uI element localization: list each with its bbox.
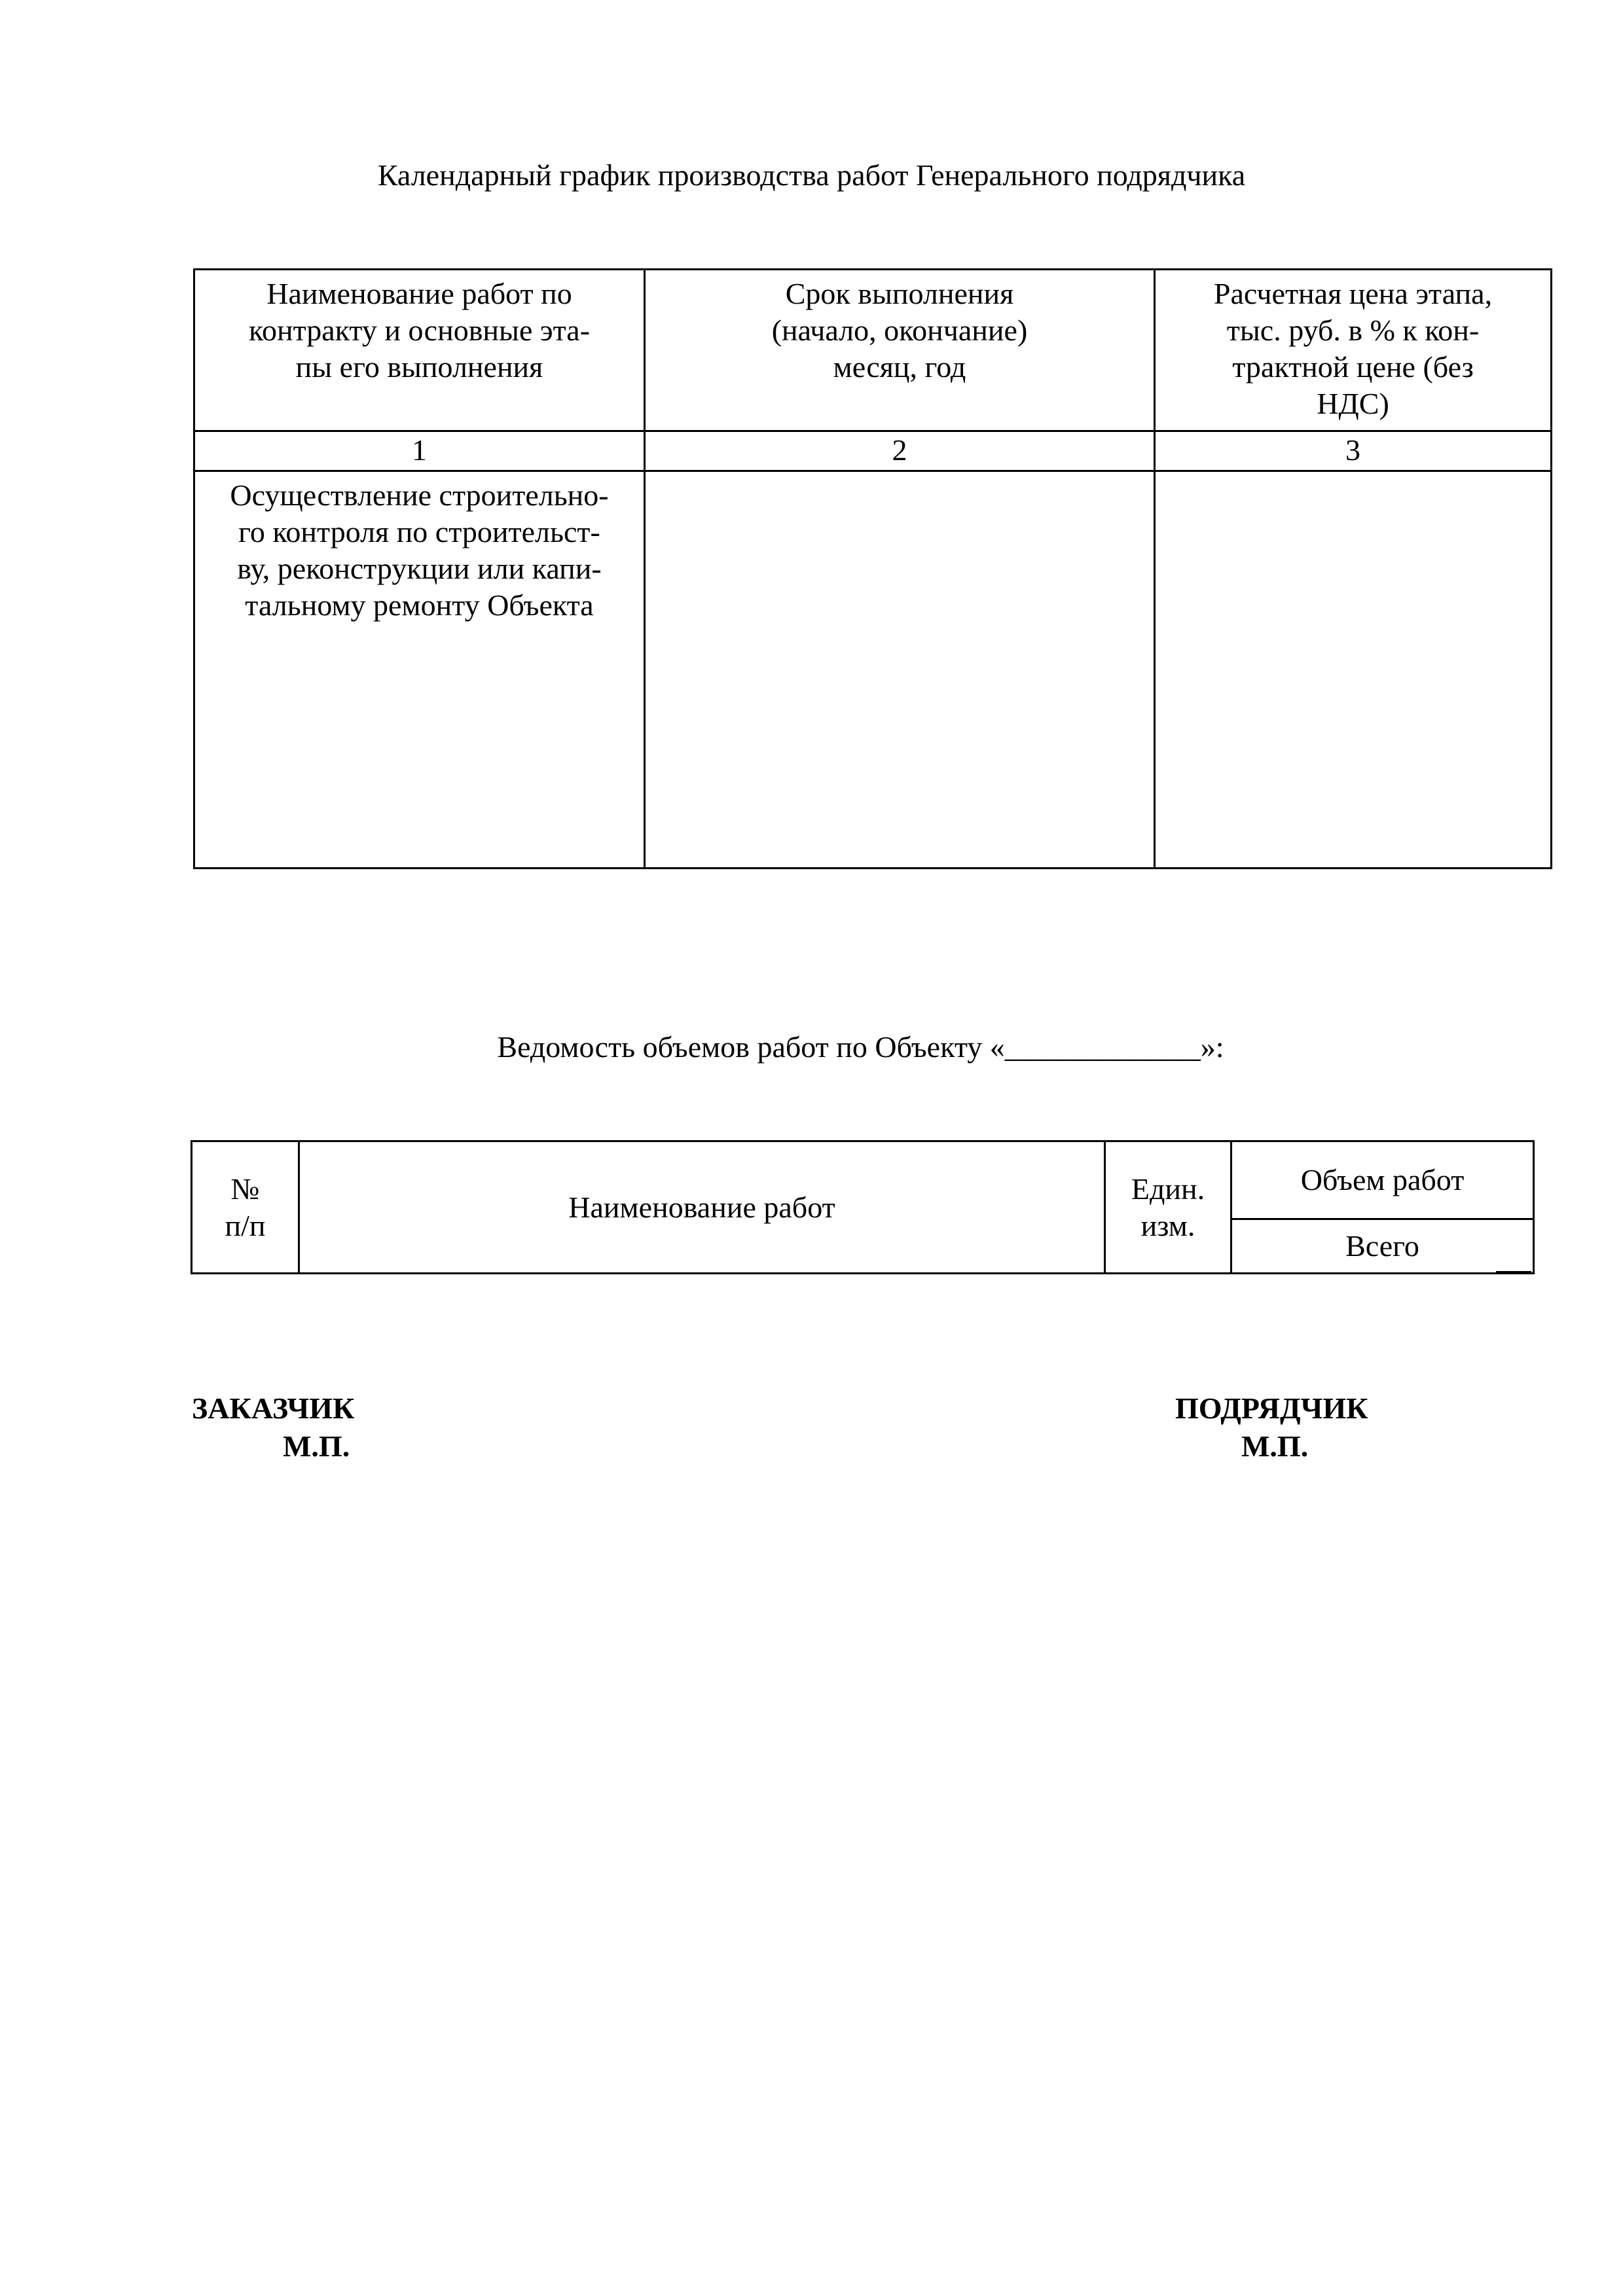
header-work-name-line: Наименование работ по — [266, 277, 572, 310]
header-work-name-line: контракту и основные эта- — [248, 314, 591, 347]
header-price-line: НДС) — [1317, 387, 1389, 420]
column-number-row — [194, 431, 1552, 471]
customer-stamp-label: М.П. — [283, 1429, 350, 1463]
volumes-header-row — [192, 1141, 1534, 1219]
volumes-title: Ведомость объемов работ по Объекту «_____________»: — [497, 1030, 1224, 1064]
schedule-header-row — [194, 270, 1552, 431]
column-number-1: 1 — [194, 431, 645, 471]
schedule-price-cell[interactable] — [1155, 471, 1552, 869]
schedule-row — [194, 471, 1552, 869]
contractor-stamp-label: М.П. — [1241, 1429, 1309, 1463]
header-work-name: Наименование работ — [299, 1141, 1105, 1274]
header-total: Всего — [1231, 1219, 1534, 1274]
contractor-label: ПОДРЯДЧИК — [1175, 1391, 1368, 1425]
header-period — [645, 270, 1155, 431]
work-line: го контроля по строительст- — [238, 515, 600, 548]
volumes-table — [191, 1140, 1535, 1274]
schedule-title: Календарный график производства работ Генерального подрядчика — [377, 158, 1246, 192]
schedule-period-cell[interactable] — [645, 471, 1155, 869]
header-number-line: п/п — [225, 1208, 266, 1242]
header-volume: Объем работ — [1231, 1141, 1534, 1219]
customer-label: ЗАКАЗЧИК — [192, 1391, 355, 1425]
header-number-line: № — [230, 1172, 260, 1206]
header-price-line: Расчетная цена этапа, — [1213, 277, 1493, 310]
column-number-3: 3 — [1155, 431, 1552, 471]
header-number — [192, 1141, 299, 1274]
header-work-name-line: пы его выполнения — [295, 350, 543, 384]
header-period-line: Срок выполнения — [785, 277, 1014, 310]
schedule-table — [193, 268, 1552, 869]
header-price-line: тыс. руб. в % к кон- — [1226, 314, 1480, 347]
column-number-2: 2 — [645, 431, 1155, 471]
header-price-line: трактной цене (без — [1232, 350, 1474, 384]
header-price — [1155, 270, 1552, 431]
header-unit-line: Един. — [1131, 1172, 1205, 1206]
work-line: ву, реконструкции или капи- — [237, 552, 602, 585]
schedule-work-cell — [194, 471, 645, 869]
header-period-line: месяц, год — [833, 350, 966, 384]
header-period-line: (начало, окончание) — [771, 314, 1028, 347]
work-line: Осуществление строительно- — [230, 478, 609, 512]
header-unit — [1105, 1141, 1231, 1274]
header-work-name — [194, 270, 645, 431]
work-line: тальному ремонту Объекта — [245, 588, 594, 622]
header-unit-line: изм. — [1140, 1208, 1195, 1242]
table-continuation-line — [1496, 1271, 1531, 1273]
